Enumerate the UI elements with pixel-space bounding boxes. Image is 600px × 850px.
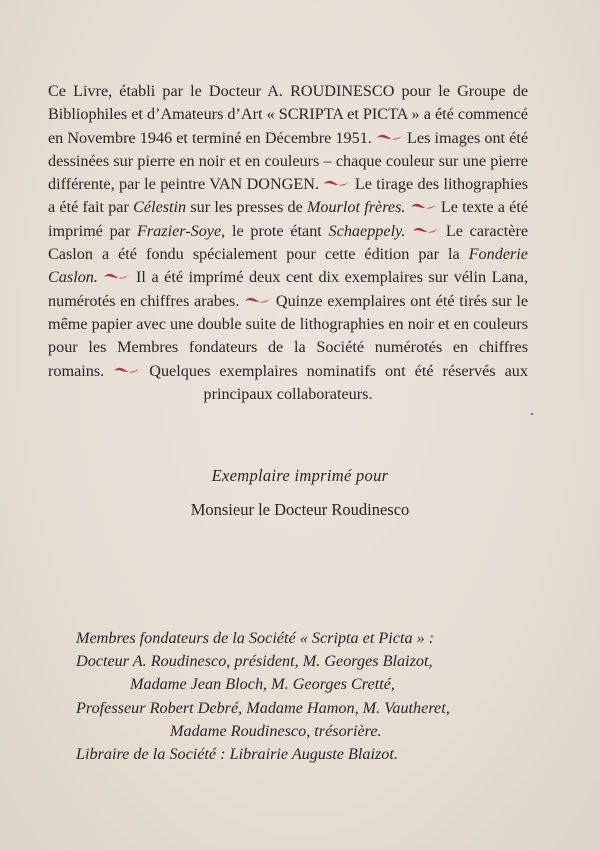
colophon-text [48,80,528,406]
founders-heading: Membres fondateurs de la Société « Scripta et Picta » : [76,629,435,647]
press-name-mourlot: Mourlot frères. [306,198,406,217]
colophon-sentence-1: Ce Livre, établi par le Docteur A. ROUDINESCO pour le Groupe de Bibliophiles et d’Amateurs d’Art « SCRIPTA et PICTA » a été commencé en Novembre 1946 et terminé en Décembre 1951. [48,82,528,147]
founders-line: Madame Roudinesco, trésorière. [170,721,382,740]
colophon-sentence-3c: sur les presses de [190,198,303,217]
prote-name-schaeppely: Schaeppely. [328,221,406,240]
red-wave-ornament-icon [410,202,437,211]
red-wave-ornament-icon [113,366,140,375]
red-wave-ornament-icon [244,296,271,305]
colophon-sentence-2: Les images ont été dessinées sur pierre en noir et en couleurs – chaque couleur sur une pierre différente, par le peintre VAN DONGEN. [48,128,529,194]
founders-line: Professeur Robert Debré, Madame Hamon, M. Vautheret, [76,698,450,717]
colophon-sentence-7: Quinze exemplaires ont été tirés sur le même papier avec une double suite de lithographies en noir et en couleurs pour les Membres fondateurs de la Société numérotés en chiffres romains. [48,291,529,380]
colophon-sentence-5a: Le caractère Caslon a été fondu spécialement pour cette édition par la [48,221,529,264]
paper-speck [531,413,533,415]
red-wave-ornament-icon [323,179,350,188]
founders-line: Docteur A. Roudinesco, président, M. Georges Blaizot, [76,652,433,671]
colophon-sentence-3a: Le tirage des lithographies a été fait par [48,175,529,217]
colophon-sentence-4a: Le texte a été imprimé par [48,198,529,240]
dedication-label: Exemplaire imprimé pour [211,466,389,485]
printer-name-frazier-soye: Frazier-Soye, [136,221,226,240]
colophon-sentence-6: Il a été imprimé deux cent dix exemplaires sur vélin Lana, numérotés en chiffres arabes. [48,268,529,310]
red-wave-ornament-icon [103,272,130,281]
founders-line: Madame Jean Bloch, M. Georges Cretté, [130,675,395,694]
red-wave-ornament-icon [412,226,439,235]
colophon-sentence-4c: le prote étant [231,221,322,240]
bookseller-line: Libraire de la Société : Librairie Auguste Blaizot. [76,745,398,764]
foundry-name-caslon: Fonderie Caslon. [48,245,528,287]
printer-name-celestin: Célestin [133,198,187,217]
dedication-name: Monsieur le Docteur Roudinesco [190,500,410,519]
red-wave-ornament-icon [376,133,403,142]
founders-list [76,627,506,766]
colophon-sentence-8: Quelques exemplaires nominatifs ont été réservés aux principaux collaborateurs. [149,361,528,403]
